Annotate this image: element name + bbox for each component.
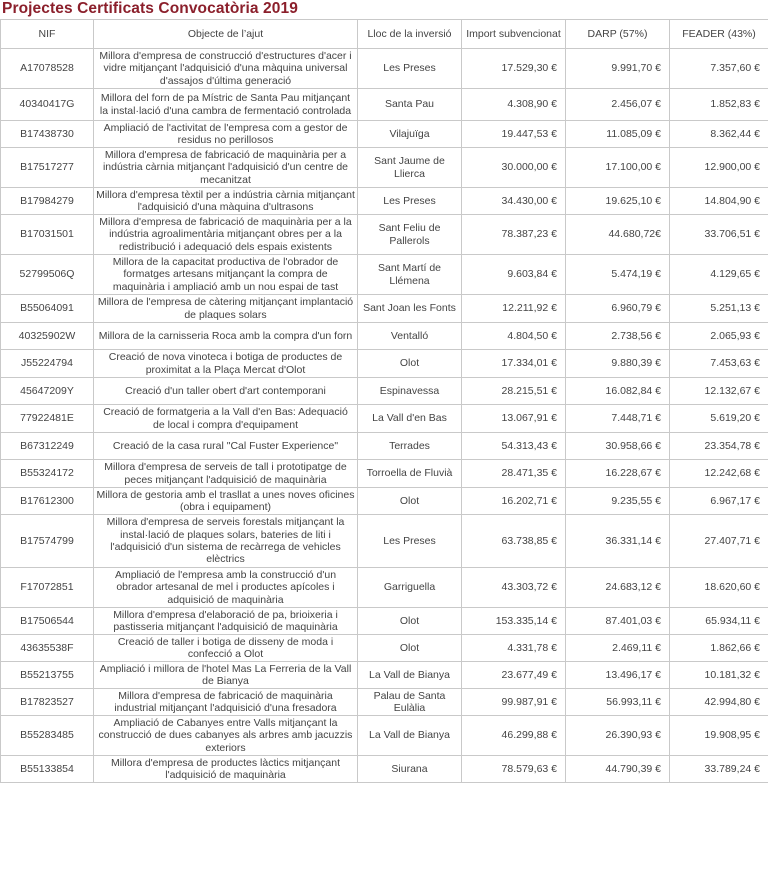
cell-nif: B17517277 xyxy=(1,148,94,188)
cell-objecte: Creació de nova vinoteca i botiga de productes de proximitat a la Plaça Mercat d'Olot xyxy=(94,350,358,378)
table-row xyxy=(1,568,768,608)
cell-nif: J55224794 xyxy=(1,350,94,378)
table-row xyxy=(1,635,768,662)
cell-objecte: Creació d'un taller obert d'art contemporani xyxy=(94,378,358,405)
cell-objecte: Millora de l'empresa de càtering mitjançant implantació de plaques solars xyxy=(94,295,358,323)
cell-darp: 6.960,79 € xyxy=(566,295,670,323)
cell-feader: 7.357,60 € xyxy=(670,49,768,89)
cell-feader: 27.407,71 € xyxy=(670,515,768,568)
table-row xyxy=(1,148,768,188)
cell-feader: 18.620,60 € xyxy=(670,568,768,608)
cell-darp: 24.683,12 € xyxy=(566,568,670,608)
table-row xyxy=(1,515,768,568)
cell-import: 19.447,53 € xyxy=(462,121,566,148)
cell-import: 78.579,63 € xyxy=(462,756,566,783)
cell-feader: 1.862,66 € xyxy=(670,635,768,662)
cell-nif: B55133854 xyxy=(1,756,94,783)
cell-nif: A17078528 xyxy=(1,49,94,89)
cell-objecte: Creació de la casa rural "Cal Fuster Experience" xyxy=(94,433,358,460)
cell-lloc: La Vall de Bianya xyxy=(358,716,462,756)
cell-darp: 11.085,09 € xyxy=(566,121,670,148)
table-row xyxy=(1,662,768,689)
cell-nif: B17506544 xyxy=(1,608,94,635)
cell-objecte: Ampliació de Cabanyes entre Valls mitjançant la construcció de dues cabanyes als arbres amb jacuzzis exteriors xyxy=(94,716,358,756)
cell-import: 9.603,84 € xyxy=(462,255,566,295)
cell-lloc: Olot xyxy=(358,608,462,635)
table-row xyxy=(1,716,768,756)
cell-lloc: Les Preses xyxy=(358,49,462,89)
cell-darp: 2.469,11 € xyxy=(566,635,670,662)
cell-feader: 12.132,67 € xyxy=(670,378,768,405)
cell-lloc: Santa Pau xyxy=(358,89,462,121)
cell-darp: 7.448,71 € xyxy=(566,405,670,433)
cell-darp: 9.880,39 € xyxy=(566,350,670,378)
table-row xyxy=(1,255,768,295)
table-header-row xyxy=(1,20,768,49)
column-header-import: Import subvencionat xyxy=(462,20,566,49)
cell-nif: B67312249 xyxy=(1,433,94,460)
cell-import: 153.335,14 € xyxy=(462,608,566,635)
cell-nif: 40325902W xyxy=(1,323,94,350)
cell-darp: 26.390,93 € xyxy=(566,716,670,756)
table-row xyxy=(1,756,768,783)
cell-lloc: Olot xyxy=(358,488,462,515)
cell-objecte: Millora d'empresa de serveis forestals mitjançant la instal·lació de plaques solars, bateries de liti i l'adquisició d'un sistema de recàrrega de vehicles elèctrics xyxy=(94,515,358,568)
cell-lloc: Les Preses xyxy=(358,188,462,215)
cell-lloc: La Vall d'en Bas xyxy=(358,405,462,433)
cell-feader: 7.453,63 € xyxy=(670,350,768,378)
cell-import: 54.313,43 € xyxy=(462,433,566,460)
table-row xyxy=(1,460,768,488)
cell-nif: B17574799 xyxy=(1,515,94,568)
column-header-objecte: Objecte de l’ajut xyxy=(94,20,358,49)
cell-lloc: Siurana xyxy=(358,756,462,783)
cell-nif: B55283485 xyxy=(1,716,94,756)
cell-lloc: Espinavessa xyxy=(358,378,462,405)
table-row xyxy=(1,405,768,433)
cell-darp: 36.331,14 € xyxy=(566,515,670,568)
cell-import: 46.299,88 € xyxy=(462,716,566,756)
table-row xyxy=(1,121,768,148)
cell-lloc: Sant Feliu de Pallerols xyxy=(358,215,462,255)
cell-nif: 45647209Y xyxy=(1,378,94,405)
cell-darp: 9.991,70 € xyxy=(566,49,670,89)
cell-nif: B55324172 xyxy=(1,460,94,488)
cell-nif: 43635538F xyxy=(1,635,94,662)
cell-darp: 19.625,10 € xyxy=(566,188,670,215)
cell-lloc: Olot xyxy=(358,635,462,662)
cell-feader: 12.900,00 € xyxy=(670,148,768,188)
cell-import: 4.804,50 € xyxy=(462,323,566,350)
cell-feader: 65.934,11 € xyxy=(670,608,768,635)
cell-darp: 2.738,56 € xyxy=(566,323,670,350)
cell-feader: 8.362,44 € xyxy=(670,121,768,148)
table-row xyxy=(1,608,768,635)
cell-feader: 6.967,17 € xyxy=(670,488,768,515)
table-row xyxy=(1,350,768,378)
cell-lloc: Torroella de Fluvià xyxy=(358,460,462,488)
cell-objecte: Millora de gestoria amb el trasllat a unes noves oficines (obra i equipament) xyxy=(94,488,358,515)
cell-nif: 40340417G xyxy=(1,89,94,121)
cell-import: 28.471,35 € xyxy=(462,460,566,488)
table-row xyxy=(1,689,768,716)
cell-objecte: Millora del forn de pa Místric de Santa Pau mitjançant la instal·lació d'una cambra de fermentació controlada xyxy=(94,89,358,121)
cell-import: 23.677,49 € xyxy=(462,662,566,689)
cell-darp: 87.401,03 € xyxy=(566,608,670,635)
cell-import: 4.308,90 € xyxy=(462,89,566,121)
cell-import: 99.987,91 € xyxy=(462,689,566,716)
cell-feader: 14.804,90 € xyxy=(670,188,768,215)
cell-lloc: Ventalló xyxy=(358,323,462,350)
cell-nif: 77922481E xyxy=(1,405,94,433)
cell-objecte: Millora d'empresa tèxtil per a indústria càrnia mitjançant l'adquisició d'una màquina d'ultrasons xyxy=(94,188,358,215)
cell-import: 4.331,78 € xyxy=(462,635,566,662)
cell-lloc: Vilajuïga xyxy=(358,121,462,148)
cell-objecte: Creació de formatgeria a la Vall d'en Bas: Adequació de local i compra d'equipament xyxy=(94,405,358,433)
table-row xyxy=(1,378,768,405)
cell-lloc: Sant Martí de Llémena xyxy=(358,255,462,295)
cell-import: 28.215,51 € xyxy=(462,378,566,405)
cell-darp: 30.958,66 € xyxy=(566,433,670,460)
cell-objecte: Millora de la capacitat productiva de l'obrador de formatges artesans mitjançant la compra de maquinària i ampliació amb un nou espai de tast xyxy=(94,255,358,295)
cell-import: 12.211,92 € xyxy=(462,295,566,323)
cell-lloc: Sant Joan les Fonts xyxy=(358,295,462,323)
cell-feader: 33.706,51 € xyxy=(670,215,768,255)
cell-import: 17.334,01 € xyxy=(462,350,566,378)
cell-darp: 9.235,55 € xyxy=(566,488,670,515)
cell-objecte: Ampliació de l'activitat de l'empresa com a gestor de residus no perillosos xyxy=(94,121,358,148)
cell-objecte: Millora d'empresa de serveis de tall i prototipatge de peces mitjançant l'adquisició de maquinària xyxy=(94,460,358,488)
cell-lloc: Sant Jaume de Llierca xyxy=(358,148,462,188)
cell-lloc: Garriguella xyxy=(358,568,462,608)
cell-feader: 4.129,65 € xyxy=(670,255,768,295)
cell-import: 16.202,71 € xyxy=(462,488,566,515)
cell-import: 34.430,00 € xyxy=(462,188,566,215)
cell-import: 78.387,23 € xyxy=(462,215,566,255)
table-row xyxy=(1,188,768,215)
cell-lloc: Olot xyxy=(358,350,462,378)
cell-darp: 44.680,72€ xyxy=(566,215,670,255)
cell-nif: F17072851 xyxy=(1,568,94,608)
table-row xyxy=(1,215,768,255)
cell-objecte: Millora d'empresa de fabricació de maquinària per a indústria càrnia mitjançant l'adquisició d'un centre de mecanitzat xyxy=(94,148,358,188)
cell-feader: 5.619,20 € xyxy=(670,405,768,433)
cell-import: 43.303,72 € xyxy=(462,568,566,608)
cell-import: 13.067,91 € xyxy=(462,405,566,433)
cell-objecte: Creació de taller i botiga de disseny de moda i confecció a Olot xyxy=(94,635,358,662)
cell-nif: B55064091 xyxy=(1,295,94,323)
cell-nif: B17823527 xyxy=(1,689,94,716)
cell-feader: 2.065,93 € xyxy=(670,323,768,350)
page-title: Projectes Certificats Convocatòria 2019 xyxy=(2,0,298,17)
cell-nif: B17438730 xyxy=(1,121,94,148)
cell-feader: 23.354,78 € xyxy=(670,433,768,460)
cell-feader: 10.181,32 € xyxy=(670,662,768,689)
cell-nif: B17984279 xyxy=(1,188,94,215)
cell-objecte: Millora d'empresa de construcció d'estructures d'acer i vidre mitjançant l'adquisició d'una màquina universal d'assajos d'última generació xyxy=(94,49,358,89)
cell-darp: 5.474,19 € xyxy=(566,255,670,295)
column-header-feader: FEADER (43%) xyxy=(670,20,768,49)
cell-feader: 33.789,24 € xyxy=(670,756,768,783)
cell-lloc: Palau de Santa Eulàlia xyxy=(358,689,462,716)
cell-darp: 16.228,67 € xyxy=(566,460,670,488)
cell-nif: 52799506Q xyxy=(1,255,94,295)
table-row xyxy=(1,295,768,323)
cell-objecte: Millora d'empresa de productes làctics mitjançant l'adquisició de maquinària xyxy=(94,756,358,783)
cell-objecte: Millora d'empresa de fabricació de maquinària industrial mitjançant l'adquisició d'una fresadora xyxy=(94,689,358,716)
cell-feader: 19.908,95 € xyxy=(670,716,768,756)
cell-feader: 5.251,13 € xyxy=(670,295,768,323)
table-row xyxy=(1,323,768,350)
table-row xyxy=(1,488,768,515)
cell-nif: B55213755 xyxy=(1,662,94,689)
cell-objecte: Millora d'empresa d'elaboració de pa, brioixeria i pastisseria mitjançant l'adquisició de maquinària xyxy=(94,608,358,635)
cell-import: 63.738,85 € xyxy=(462,515,566,568)
cell-lloc: Terrades xyxy=(358,433,462,460)
cell-darp: 56.993,11 € xyxy=(566,689,670,716)
cell-darp: 17.100,00 € xyxy=(566,148,670,188)
cell-nif: B17612300 xyxy=(1,488,94,515)
cell-lloc: La Vall de Bianya xyxy=(358,662,462,689)
cell-import: 17.529,30 € xyxy=(462,49,566,89)
cell-lloc: Les Preses xyxy=(358,515,462,568)
cell-objecte: Millora de la carnisseria Roca amb la compra d'un forn xyxy=(94,323,358,350)
column-header-nif: NIF xyxy=(1,20,94,49)
cell-darp: 16.082,84 € xyxy=(566,378,670,405)
column-header-darp: DARP (57%) xyxy=(566,20,670,49)
cell-darp: 13.496,17 € xyxy=(566,662,670,689)
table-row xyxy=(1,49,768,89)
column-header-lloc: Lloc de la inversió xyxy=(358,20,462,49)
cell-objecte: Ampliació i millora de l'hotel Mas La Ferreria de la Vall de Bianya xyxy=(94,662,358,689)
cell-feader: 42.994,80 € xyxy=(670,689,768,716)
table-row xyxy=(1,89,768,121)
cell-feader: 12.242,68 € xyxy=(670,460,768,488)
table-row xyxy=(1,433,768,460)
cell-darp: 2.456,07 € xyxy=(566,89,670,121)
cell-darp: 44.790,39 € xyxy=(566,756,670,783)
cell-objecte: Ampliació de l'empresa amb la construcció d'un obrador artesanal de mel i productes apícoles i adquisició de maquinària xyxy=(94,568,358,608)
cell-nif: B17031501 xyxy=(1,215,94,255)
projects-table xyxy=(0,19,768,783)
cell-feader: 1.852,83 € xyxy=(670,89,768,121)
cell-import: 30.000,00 € xyxy=(462,148,566,188)
cell-objecte: Millora d'empresa de fabricació de maquinària per a la indústria agroalimentària mitjançant obres per a la redistribució i adequació dels espais existents xyxy=(94,215,358,255)
